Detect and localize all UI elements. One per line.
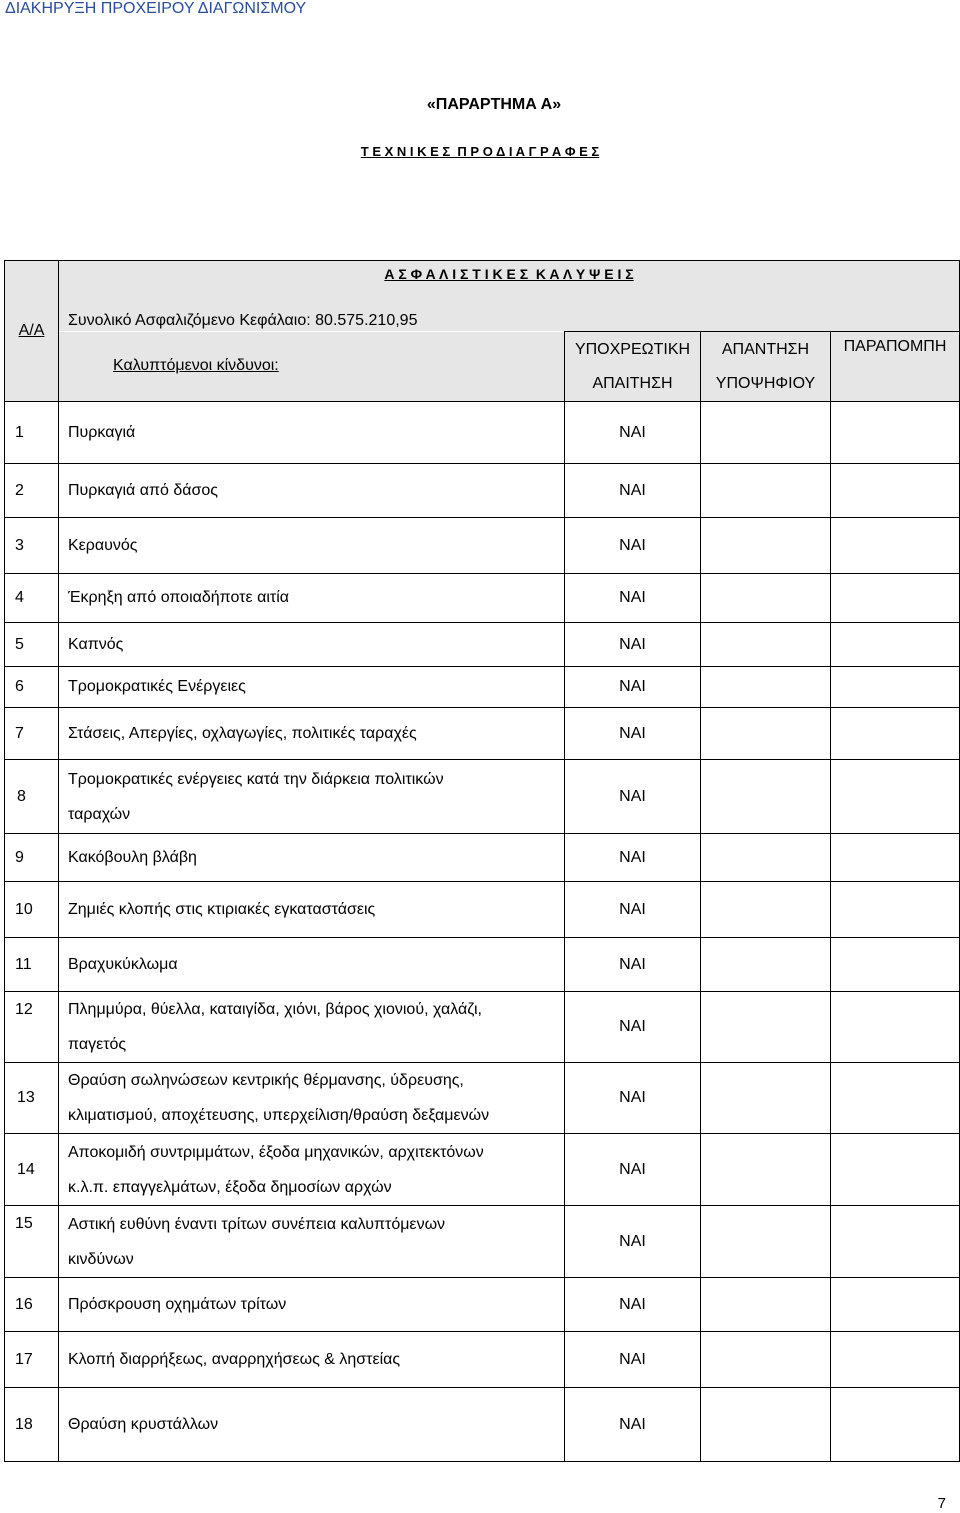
- row-number: 12: [5, 992, 59, 1063]
- reference-cell: [831, 1134, 960, 1206]
- row-number: 1: [5, 402, 59, 464]
- required-value: ΝΑΙ: [565, 667, 701, 708]
- table-row: [5, 708, 960, 760]
- reference-cell: [831, 992, 960, 1063]
- description-line: Πρόσκρουση οχημάτων τρίτων: [68, 1295, 287, 1313]
- description-line: Θραύση κρυστάλλων: [68, 1415, 219, 1433]
- row-description: [59, 518, 565, 574]
- description-line: Κεραυνός: [68, 536, 138, 554]
- required-value: ΝΑΙ: [565, 882, 701, 938]
- description-line: Στάσεις, Απεργίες, οχλαγωγίες, πολιτικές ταραχές: [68, 724, 417, 742]
- required-value: ΝΑΙ: [565, 1206, 701, 1278]
- column-header-reference: ΠΑΡΑΠΟΜΠΗ: [831, 332, 960, 402]
- description-line: Κλοπή διαρρήξεως, αναρρηχήσεως & ληστείας: [68, 1350, 401, 1368]
- required-value: ΝΑΙ: [565, 574, 701, 623]
- candidate-answer-cell: [701, 574, 831, 623]
- row-number: 10: [5, 882, 59, 938]
- reference-cell: [831, 1332, 960, 1388]
- row-description: [59, 1134, 565, 1206]
- row-description: [59, 623, 565, 667]
- document-header-title: ΔΙΑΚΗΡΥΞΗ ΠΡΟΧΕΙΡΟΥ ΔΙΑΓΩΝΙΣΜΟΥ: [5, 0, 307, 17]
- row-description: [59, 708, 565, 760]
- column-header-risks: [59, 332, 565, 402]
- required-value: ΝΑΙ: [565, 518, 701, 574]
- section-header: [59, 261, 960, 332]
- reference-cell: [831, 464, 960, 518]
- column-header-required-line: ΑΠΑΙΤΗΣΗ: [592, 374, 673, 392]
- row-description: [59, 882, 565, 938]
- candidate-answer-cell: [701, 402, 831, 464]
- table-row: [5, 1134, 960, 1206]
- table-row: [5, 882, 960, 938]
- description-line: Πλημμύρα, θύελλα, καταιγίδα, χιόνι, βάρος χιονιού, χαλάζι,: [68, 1001, 482, 1018]
- description-line: Τρομοκρατικές Ενέργειες: [68, 678, 246, 695]
- page-number: 7: [937, 1495, 946, 1512]
- required-value: ΝΑΙ: [565, 1063, 701, 1134]
- candidate-answer-cell: [701, 708, 831, 760]
- table-row: [5, 1388, 960, 1462]
- reference-cell: [831, 1388, 960, 1462]
- description-line: Ζημιές κλοπής στις κτιριακές εγκαταστάσεις: [68, 900, 376, 918]
- required-value: ΝΑΙ: [565, 402, 701, 464]
- row-number: 11: [5, 938, 59, 992]
- table-header-row: [5, 261, 960, 332]
- row-description: [59, 760, 565, 834]
- table-row: [5, 667, 960, 708]
- column-header-required: [565, 332, 701, 402]
- row-number: 7: [5, 708, 59, 760]
- reference-cell: [831, 1063, 960, 1134]
- candidate-answer-cell: [701, 992, 831, 1063]
- description-line: ταραχών: [68, 805, 131, 823]
- required-value: ΝΑΙ: [565, 708, 701, 760]
- row-description: [59, 402, 565, 464]
- row-number: 4: [5, 574, 59, 623]
- table-row: [5, 1332, 960, 1388]
- reference-cell: [831, 938, 960, 992]
- required-value: ΝΑΙ: [565, 1388, 701, 1462]
- table-row: [5, 623, 960, 667]
- reference-cell: [831, 623, 960, 667]
- required-value: ΝΑΙ: [565, 464, 701, 518]
- table-row: [5, 834, 960, 882]
- total-insured-capital: Συνολικό Ασφαλιζόμενο Κεφάλαιο: 80.575.210,95: [68, 312, 418, 329]
- description-line: κ.λ.π. επαγγελμάτων, έξοδα δημοσίων αρχών: [68, 1178, 392, 1196]
- required-value: ΝΑΙ: [565, 760, 701, 834]
- required-value: ΝΑΙ: [565, 623, 701, 667]
- row-description: [59, 992, 565, 1063]
- coverage-table: [4, 260, 960, 1462]
- table-row: [5, 938, 960, 992]
- required-value: ΝΑΙ: [565, 1332, 701, 1388]
- table-row: [5, 402, 960, 464]
- row-number: 13: [5, 1063, 59, 1134]
- row-description: [59, 667, 565, 708]
- row-number: 16: [5, 1278, 59, 1332]
- row-number: 17: [5, 1332, 59, 1388]
- table-row: [5, 518, 960, 574]
- description-line: Πυρκαγιά: [68, 423, 136, 441]
- row-description: [59, 1063, 565, 1134]
- table-row: [5, 992, 960, 1063]
- annex-title: «ΠΑΡΑΡΤΗΜΑ Α»: [426, 96, 562, 113]
- reference-cell: [831, 402, 960, 464]
- row-description: [59, 1332, 565, 1388]
- description-line: κλιματισμού, αποχέτευσης, υπερχείλιση/θραύση δεξαμενών: [68, 1107, 490, 1124]
- required-value: ΝΑΙ: [565, 938, 701, 992]
- reference-cell: [831, 882, 960, 938]
- candidate-answer-cell: [701, 1063, 831, 1134]
- description-line: Καπνός: [68, 635, 124, 653]
- candidate-answer-cell: [701, 623, 831, 667]
- table-row: [5, 1278, 960, 1332]
- required-value: ΝΑΙ: [565, 1134, 701, 1206]
- candidate-answer-cell: [701, 1388, 831, 1462]
- reference-cell: [831, 760, 960, 834]
- table-row: [5, 1206, 960, 1278]
- row-number: 8: [5, 760, 59, 834]
- section-title: [59, 261, 959, 287]
- reference-cell: [831, 1278, 960, 1332]
- table-row: [5, 464, 960, 518]
- candidate-answer-cell: [701, 834, 831, 882]
- table-row: [5, 574, 960, 623]
- candidate-answer-cell: [701, 1332, 831, 1388]
- column-header-aa-label: Α/Α: [18, 322, 45, 339]
- candidate-answer-cell: [701, 464, 831, 518]
- row-description: [59, 574, 565, 623]
- row-description: [59, 464, 565, 518]
- column-header-aa: [5, 261, 59, 402]
- description-line: Έκρηξη από οποιαδήποτε αιτία: [68, 589, 289, 606]
- description-line: κινδύνων: [68, 1250, 134, 1268]
- reference-cell: [831, 834, 960, 882]
- row-number: 6: [5, 667, 59, 708]
- reference-cell: [831, 1206, 960, 1278]
- row-description: [59, 1278, 565, 1332]
- description-line: Κακόβουλη βλάβη: [68, 848, 197, 866]
- row-number: 14: [5, 1134, 59, 1206]
- description-line: Αστική ευθύνη έναντι τρίτων συνέπεια καλυπτόμενων: [68, 1215, 446, 1233]
- row-number: 18: [5, 1388, 59, 1462]
- table-row: [5, 760, 960, 834]
- column-header-required-line: ΥΠΟΧΡΕΩΤΙΚΗ: [574, 340, 691, 358]
- row-number: 5: [5, 623, 59, 667]
- required-value: ΝΑΙ: [565, 1278, 701, 1332]
- description-line: Τρομοκρατικές ενέργειες κατά την διάρκεια πολιτικών: [68, 770, 444, 788]
- description-line: Θραύση σωληνώσεων κεντρικής θέρμανσης, ύδρευσης,: [68, 1072, 464, 1089]
- candidate-answer-cell: [701, 938, 831, 992]
- candidate-answer-cell: [701, 1278, 831, 1332]
- row-number: 2: [5, 464, 59, 518]
- column-header-risks-label: Καλυπτόμενοι κίνδυνοι:: [113, 357, 279, 375]
- candidate-answer-cell: [701, 760, 831, 834]
- row-number: 3: [5, 518, 59, 574]
- candidate-answer-cell: [701, 518, 831, 574]
- column-header-answer-line: ΥΠΟΨΗΦΙΟΥ: [715, 374, 816, 392]
- row-number: 15: [5, 1206, 59, 1278]
- row-number: 9: [5, 834, 59, 882]
- candidate-answer-cell: [701, 882, 831, 938]
- column-header-answer: [701, 332, 831, 402]
- description-line: Αποκομιδή συντριμμάτων, έξοδα μηχανικών, αρχιτεκτόνων: [68, 1143, 484, 1161]
- row-description: [59, 938, 565, 992]
- required-value: ΝΑΙ: [565, 834, 701, 882]
- row-description: [59, 834, 565, 882]
- candidate-answer-cell: [701, 1134, 831, 1206]
- candidate-answer-cell: [701, 1206, 831, 1278]
- section-title-text: Α Σ Φ Α Λ Ι Σ Τ Ι Κ Ε Σ Κ Α Λ Υ Ψ Ε Ι Σ: [384, 266, 634, 282]
- column-header-answer-line: ΑΠΑΝΤΗΣΗ: [721, 340, 810, 358]
- description-line: Πυρκαγιά από δάσος: [68, 481, 218, 499]
- candidate-answer-cell: [701, 667, 831, 708]
- annex-subtitle: [0, 142, 960, 162]
- row-description: [59, 1206, 565, 1278]
- row-description: [59, 1388, 565, 1462]
- reference-cell: [831, 708, 960, 760]
- reference-cell: [831, 574, 960, 623]
- table-row: [5, 1063, 960, 1134]
- reference-cell: [831, 667, 960, 708]
- description-line: παγετός: [68, 1036, 127, 1053]
- required-value: ΝΑΙ: [565, 992, 701, 1063]
- description-line: Βραχυκύκλωμα: [68, 955, 178, 973]
- reference-cell: [831, 518, 960, 574]
- annex-subtitle-text: Τ Ε Χ Ν Ι Κ Ε Σ Π Ρ Ο Δ Ι Α Γ Ρ Α Φ Ε Σ: [360, 144, 600, 159]
- table-column-header-row: [5, 332, 960, 402]
